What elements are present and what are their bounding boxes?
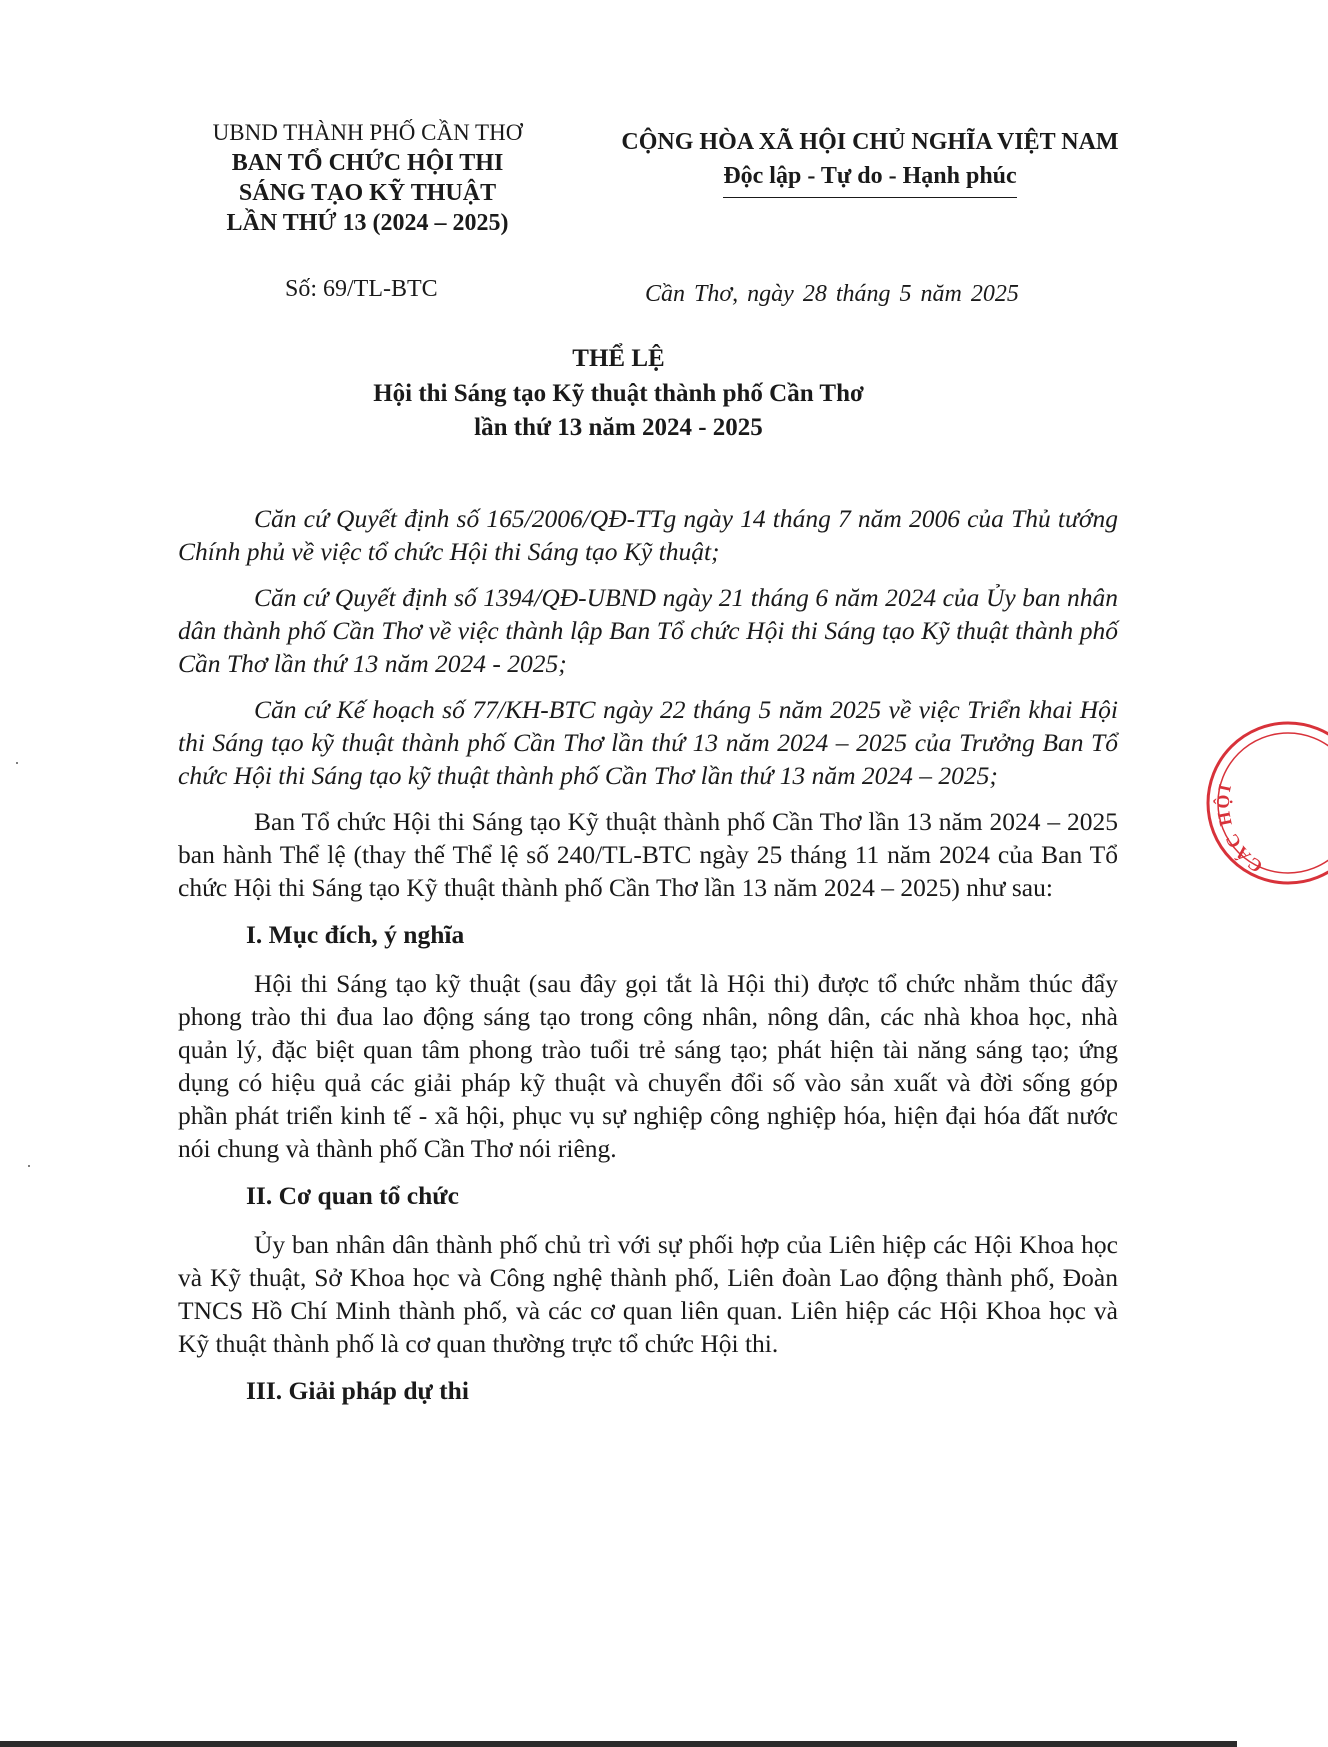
document-body [178, 502, 1118, 1423]
document-subtitle-line2: lần thứ 13 năm 2024 - 2025 [474, 414, 763, 441]
agency-name-line3: LẦN THỨ 13 (2024 – 2025) [226, 210, 509, 236]
national-title: CỘNG HÒA XÃ HỘI CHỦ NGHĨA VIỆT NAM [621, 129, 1119, 155]
scan-speck [28, 1165, 30, 1167]
section-heading: I. Mục đích, ý nghĩa [246, 920, 465, 949]
document-date: Cần Thơ, ngày 28 tháng 5 năm 2025 [645, 281, 1019, 307]
svg-text:CÁC HỘI: CÁC HỘI [1212, 780, 1267, 877]
preamble-item: Căn cứ Quyết định số 165/2006/QĐ-TTg ngày 14 tháng 7 năm 2006 của Thủ tướng Chính phủ về việc tổ chức Hội thi Sáng tạo Kỹ thuật; [178, 504, 1118, 566]
agency-name-line1: BAN TỔ CHỨC HỘI THI [231, 150, 504, 176]
preamble-item: Căn cứ Kế hoạch số 77/KH-BTC ngày 22 tháng 5 năm 2025 về việc Triển khai Hội thi Sáng tạo kỹ thuật thành phố Cần Thơ lần thứ 13 năm 2024 – 2025 của Trưởng Ban Tổ chức Hội thi Sáng tạo kỹ thuật thành phố Cần Thơ lần thứ 13 năm 2024 – 2025; [178, 695, 1118, 790]
scan-speck [16, 762, 18, 764]
scan-bottom-edge [0, 1741, 1237, 1747]
section-heading: II. Cơ quan tổ chức [246, 1181, 459, 1210]
issuing-agency-header [175, 118, 560, 238]
document-title: THỂ LỆ [572, 345, 665, 372]
section-paragraph: Ủy ban nhân dân thành phố chủ trì với sự phối hợp của Liên hiệp các Hội Khoa học và Kỹ thuật, Sở Khoa học và Công nghệ thành phố, Liên đoàn Lao động thành phố, Đoàn TNCS Hồ Chí Minh thành phố, và các cơ quan liên quan. Liên hiệp các Hội Khoa học và Kỹ thuật thành phố là cơ quan thường trực tổ chức Hội thi. [178, 1230, 1118, 1358]
intro-paragraph: Ban Tổ chức Hội thi Sáng tạo Kỹ thuật thành phố Cần Thơ lần 13 năm 2024 – 2025 ban hành Thể lệ (thay thế Thể lệ số 240/TL-BTC ngày 25 tháng 11 năm 2024 của Ban Tổ chức Hội thi Sáng tạo Kỹ thuật thành phố Cần Thơ lần 13 năm 2024 – 2025) như sau: [178, 807, 1118, 902]
document-subtitle-line1: Hội thi Sáng tạo Kỹ thuật thành phố Cần Thơ [373, 380, 864, 407]
red-seal-stamp [1198, 718, 1328, 888]
section-paragraph: Hội thi Sáng tạo kỹ thuật (sau đây gọi tắt là Hội thi) được tổ chức nhằm thúc đẩy phong trào thi đua lao động sáng tạo trong công nhân, nông dân, các nhà khoa học, nhà quản lý, đặc biệt quan tâm phong trào tuổi trẻ sáng tạo; phát hiện tài năng sáng tạo; ứng dụng có hiệu quả các giải pháp kỹ thuật và chuyển đổi số vào sản xuất và đời sống góp phần phát triển kinh tế - xã hội, phục vụ sự nghiệp công nghiệp hóa, hiện đại hóa đất nước nói chung và thành phố Cần Thơ nói riêng. [178, 969, 1118, 1163]
section-heading: III. Giải pháp dự thi [246, 1376, 469, 1405]
agency-parent: UBND THÀNH PHỐ CẦN THƠ [212, 120, 523, 145]
agency-name-line2: SÁNG TẠO KỸ THUẬT [238, 180, 497, 206]
document-number: Số: 69/TL-BTC [285, 276, 438, 302]
preamble-item: Căn cứ Quyết định số 1394/QĐ-UBND ngày 21 tháng 6 năm 2024 của Ủy ban nhân dân thành phố Cần Thơ về việc thành lập Ban Tổ chức Hội thi Sáng tạo Kỹ thuật thành phố Cần Thơ lần thứ 13 năm 2024 - 2025; [178, 583, 1118, 678]
national-header [590, 125, 1150, 198]
national-motto: Độc lập - Tự do - Hạnh phúc [723, 159, 1016, 198]
